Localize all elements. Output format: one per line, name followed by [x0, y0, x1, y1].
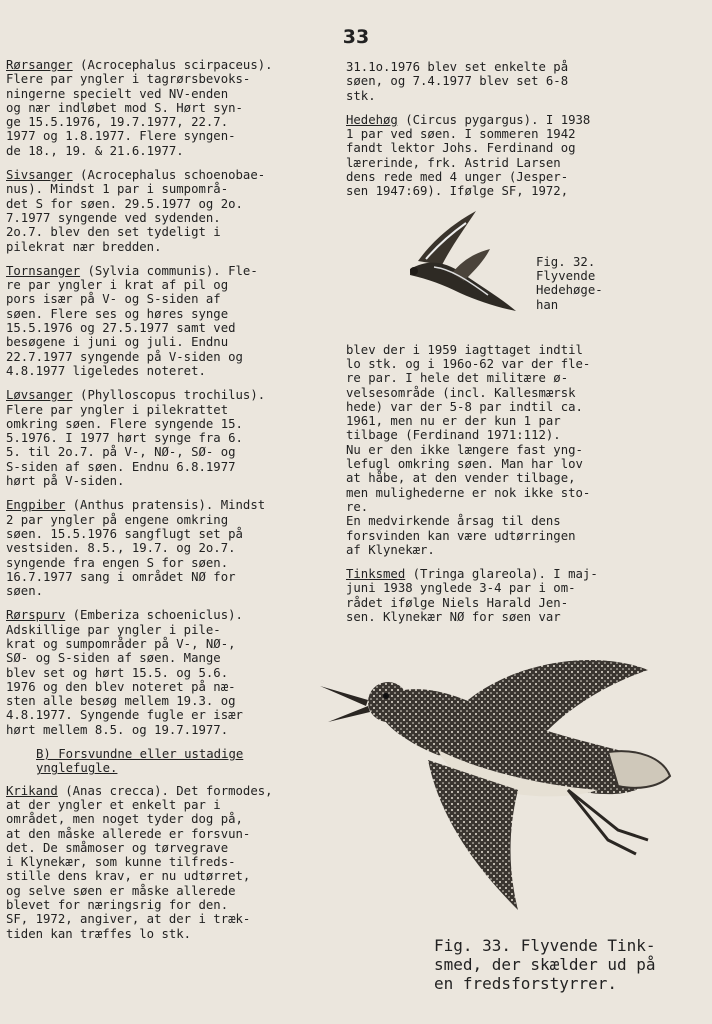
species-name: Tinksmed: [346, 567, 406, 582]
species-entry-rorsanger: [6, 58, 336, 158]
species-name: Rørspurv: [6, 608, 66, 623]
continued-text: 31.1o.1976 blev set enkelte på søen, og 7.4.1977 blev set 6-8 stk.: [346, 60, 569, 103]
species-entry-hedehog: [346, 113, 698, 199]
species-name: Hedehøg: [346, 112, 398, 127]
page-number: 33: [342, 26, 370, 48]
harrier-illustration: [404, 209, 524, 321]
species-text: (Acrocephalus scirpaceus). Flere par yngler i tagrørsbevoks- ningerne specielt ved NV-enden og nær indløbet mod S. Hørt syn- ge 15.5.1976, 19.7.1977, 22.7. 1977 og 1.8.1977. Flere syngen- de 18., 19. & 21.6.1977.: [6, 58, 273, 158]
right-column: [346, 60, 698, 634]
figure-caption: Fig. 33. Flyvende Tink- smed, der skælder ud på en fredsforstyrrer.: [434, 936, 656, 993]
figure-harrier: [346, 209, 698, 335]
species-entry-krikand: [6, 784, 336, 941]
sandpiper-illustration: [318, 640, 698, 930]
species-text: (Acrocephalus schoenobae- nus). Mindst 1 par i sumpområ- det S for søen. 29.5.1977 og 2o. 7.1977 syngende ved sydenden. 2o.7. blev den set tydeligt i pilekrat nær bredden.: [6, 168, 266, 254]
species-name: Rørsanger: [6, 58, 73, 72]
species-entry-sivsanger: [6, 168, 336, 254]
species-name: Krikand: [6, 783, 58, 798]
species-entry-lovsanger: [6, 388, 336, 488]
hedehog-continued-text: blev der i 1959 iagttaget indtil lo stk. og i 196o-62 var der fle- re par. I hele det militære ø- velsesområde (incl. Kallesmærsk hede) var der 5-8 par indtil ca. 1961, men nu er der kun 1 par tilbage (Ferdinand 1971:112). Nu er den ikke længere fast yng- lefugl omkring søen. Man har lov at håbe, at den vender tilbage, men mulighederne er nok ikke sto- re. En medvirkende årsag til dens forsvinden kan være udtørringen af Klynekær.: [346, 342, 591, 557]
species-entry-tinksmed: [346, 567, 698, 624]
species-entry-tornsanger: [6, 264, 336, 378]
left-column: [6, 58, 336, 951]
species-text: (Emberiza schoeniclus). Adskillige par yngler i pile- krat og sumpområder på V-, NØ-, SØ- og S-siden af søen. Mange blev set og hørt 15.5. og 5.6. 1976 og den blev noteret på næ- sten alle besøg mellem 19.3. og 4.8.1977. Syngende fugle er især hørt mellem 8.5. og 19.7.1977.: [6, 608, 243, 737]
species-name: Engpiber: [6, 498, 66, 513]
species-text: (Phylloscopus trochilus). Flere par yngler i pilekrattet omkring søen. Flere syngende 15. 5.1976. I 1977 hørt synge fra 6. 5. til 2o.7. på V-, NØ-, SØ- og S-siden af søen. Endnu 6.8.1977 hørt på V-siden.: [6, 388, 266, 489]
section-heading: B) Forsvundne eller ustadige ynglefugle.: [36, 747, 244, 776]
species-entry-rorspurv: [6, 608, 336, 737]
species-text: (Circus pygargus). I 1938 1 par ved søen. I sommeren 1942 fandt lektor Johs. Ferdinand og lærerinde, frk. Astrid Larsen dens rede med 4 unger (Jesper- sen 1947:69). Ifølge SF, 1972,: [346, 112, 591, 199]
species-name: Sivsanger: [6, 168, 73, 183]
figure-caption: Fig. 32. Flyvende Hedehøge- han: [536, 254, 603, 312]
species-text: (Sylvia communis). Fle- re par yngler i krat af pil og pors især på V- og S-siden af søen. Flere ses og høres synge 15.5.1976 og 27.5.1977 samt ved besøgene i juni og juli. Endnu 22.7.1977 syngende på V-siden og 4.8.1977 ligeledes noteret.: [6, 263, 258, 378]
figure-sandpiper: [318, 640, 698, 1000]
species-text: (Tringa glareola). I maj- juni 1938 ynglede 3-4 par i om- rådet ifølge Niels Harald Jen- sen. Klynekær NØ for søen var: [346, 567, 598, 625]
species-name: Tornsanger: [6, 263, 81, 278]
species-name: Løvsanger: [6, 388, 73, 403]
species-text: (Anthus pratensis). Mindst 2 par yngler på engene omkring søen. 15.5.1976 sangflugt set på vestsiden. 8.5., 19.7. og 2o.7. syngende fra engen S for søen. 16.7.1977 sang i området NØ for søen.: [6, 498, 266, 599]
species-entry-engpiber: [6, 498, 336, 598]
species-text: (Anas crecca). Det formodes, at der yngler et enkelt par i området, men noget tyder dog på, at den måske allerede er forsvun- det. De småmoser og tørvegrave i Klynekær, som kunne tilfreds- stille dens krav, er nu udtørret, og selve søen er måske allerede blevet for næringsrig for den. SF, 1972, angiver, at der i træk- tiden kan træffes lo stk.: [6, 783, 273, 941]
